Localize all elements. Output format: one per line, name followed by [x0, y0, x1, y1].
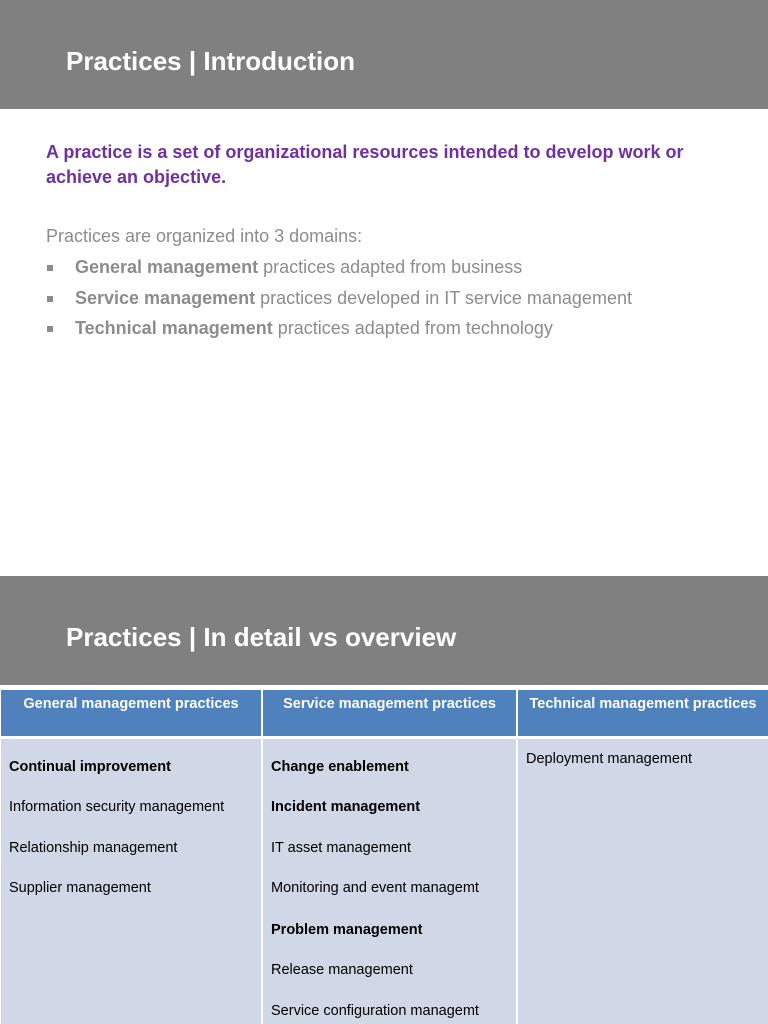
practice-item: Change enablement	[271, 759, 409, 775]
slide-title: Practices | Introduction	[66, 46, 355, 76]
square-bullet-icon	[47, 296, 53, 302]
practice-definition: A practice is a set of organizational resources intended to develop work or achieve an objective.	[46, 142, 684, 187]
slide-in-detail	[0, 576, 768, 1024]
domain-item-service	[46, 288, 632, 319]
practice-item: Incident management	[271, 799, 421, 815]
practice-item: Relationship management	[9, 840, 178, 856]
domain-item-technical	[46, 318, 632, 349]
practice-item: Monitoring and event managemt	[271, 880, 479, 896]
column-body	[263, 739, 516, 1024]
domain-name: Technical management	[75, 318, 273, 338]
domain-name: Service management	[75, 287, 256, 308]
practices-table	[0, 690, 768, 1024]
practice-item: Continual improvement	[9, 759, 171, 775]
domain-list	[46, 257, 632, 349]
practice-item: Supplier management	[9, 880, 151, 896]
column-header: Technical management practices	[518, 690, 768, 736]
column-body	[1, 739, 261, 1024]
title-banner	[0, 0, 768, 109]
square-bullet-icon	[47, 265, 53, 271]
domain-description: practices adapted from business	[258, 257, 523, 277]
slide-title: Practices | In detail vs overview	[66, 622, 457, 652]
practice-item: IT asset management	[271, 840, 411, 856]
column-general-management	[1, 690, 261, 1024]
domain-name: General management	[75, 257, 259, 277]
square-bullet-icon	[47, 326, 53, 332]
column-service-management	[263, 690, 516, 1024]
column-header: Service management practices	[263, 690, 516, 736]
practice-item: Release management	[271, 962, 413, 978]
domain-description: practices developed in IT service management	[255, 287, 632, 308]
domains-intro: Practices are organized into 3 domains:	[46, 226, 363, 246]
title-banner	[0, 576, 768, 685]
column-body	[518, 739, 768, 1024]
domain-description: practices adapted from technology	[272, 318, 553, 338]
practice-item: Deployment management	[526, 751, 693, 767]
domain-item-general	[46, 257, 632, 288]
practice-item: Information security management	[9, 799, 225, 815]
practice-item: Service configuration managemt	[271, 1003, 479, 1019]
column-technical-management	[518, 690, 768, 1024]
column-header: General management practices	[1, 690, 261, 736]
practice-item: Problem management	[271, 922, 423, 938]
